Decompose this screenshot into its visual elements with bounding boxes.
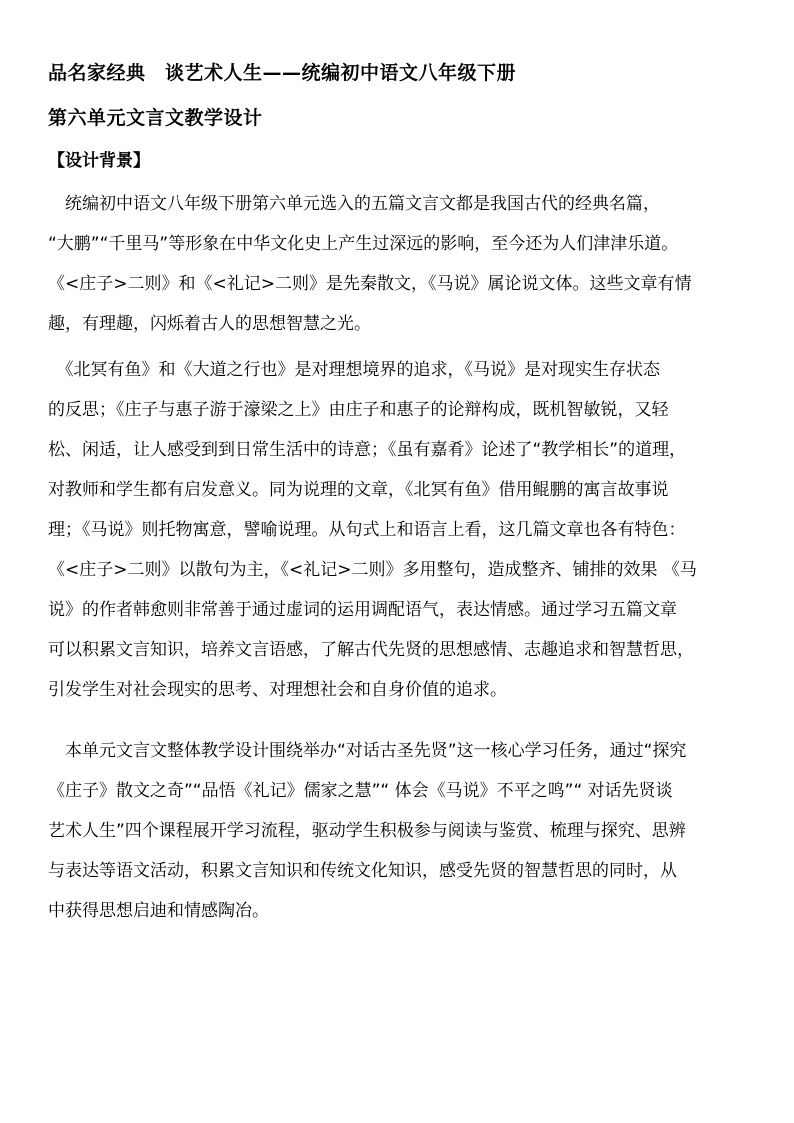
paragraph-line: 理；《马说》则托物寓意，譬喻说理。从句式上和语言上看，这几篇文章也各有特色：	[48, 520, 686, 540]
paragraph-line: 《庄子》散文之奇”“品悟《礼记》儒家之慧”“ 体会《马说》不平之鸣”“ 对话先贤谈	[48, 781, 673, 801]
paragraph-line: 对教师和学生都有启发意义。同为说理的文章，《北冥有鱼》借用鲲鹏的寓言故事说	[48, 480, 669, 500]
section-heading-design-background: 【设计背景】	[48, 151, 150, 171]
paragraph-line: 说》的作者韩愈则非常善于通过虚词的运用调配语气，表达情感。通过学习五篇文章	[48, 600, 677, 620]
paragraph-line: 《<庄子>二则》以散句为主，《<礼记>二则》多用整句，造成整齐、铺排的效果 《马	[48, 560, 697, 580]
paragraph-line: 《<庄子>二则》和《<礼记>二则》是先秦散文，《马说》属论说文体。这些文章有情	[48, 274, 692, 294]
paragraph-line: 本单元文言文整体教学设计围绕举办“对话古圣先贤”这一核心学习任务，通过“探究	[48, 741, 687, 761]
paragraph-line: 统编初中语文八年级下册第六单元选入的五篇文言文都是我国古代的经典名篇，	[48, 194, 660, 214]
paragraph-line: “大鹏”“千里马”等形象在中华文化史上产生过深远的影响，至今还为人们津津乐道。	[48, 234, 679, 254]
paragraph-1	[48, 184, 748, 344]
paragraph-line: 艺术人生”四个课程展开学习流程，驱动学生积极参与阅读与鉴赏、梳理与探究、思辨	[48, 821, 686, 841]
paragraph-line: 与表达等语文活动，积累文言知识和传统文化知识，感受先贤的智慧哲思的同时，从	[48, 861, 677, 881]
paragraph-line: 引发学生对社会现实的思考、对理想社会和自身价值的追求。	[48, 680, 507, 700]
paragraph-2	[48, 350, 748, 710]
paragraph-line: 松、闲适，让人感受到到日常生活中的诗意；《虽有嘉肴》论述了“教学相长”的道理，	[48, 440, 687, 460]
paragraph-3	[48, 731, 748, 931]
paragraph-line: 可以积累文言知识，培养文言语感，了解古代先贤的思想感情、志趣追求和智慧哲思，	[48, 640, 694, 660]
paragraph-line: 《北冥有鱼》和《大道之行也》是对理想境界的追求，《马说》是对现实生存状态	[48, 360, 660, 380]
document-subtitle: 第六单元文言文教学设计	[48, 107, 263, 129]
paragraph-line: 中获得思想启迪和情感陶冶。	[48, 901, 269, 921]
paragraph-line: 趣，有理趣，闪烁着古人的思想智慧之光。	[48, 314, 371, 334]
paragraph-line: 的反思；《庄子与惠子游于濠梁之上》由庄子和惠子的论辩构成，既机智敏锐，又轻	[48, 400, 669, 420]
document-title: 品名家经典 谈艺术人生——统编初中语文八年级下册	[48, 62, 517, 84]
